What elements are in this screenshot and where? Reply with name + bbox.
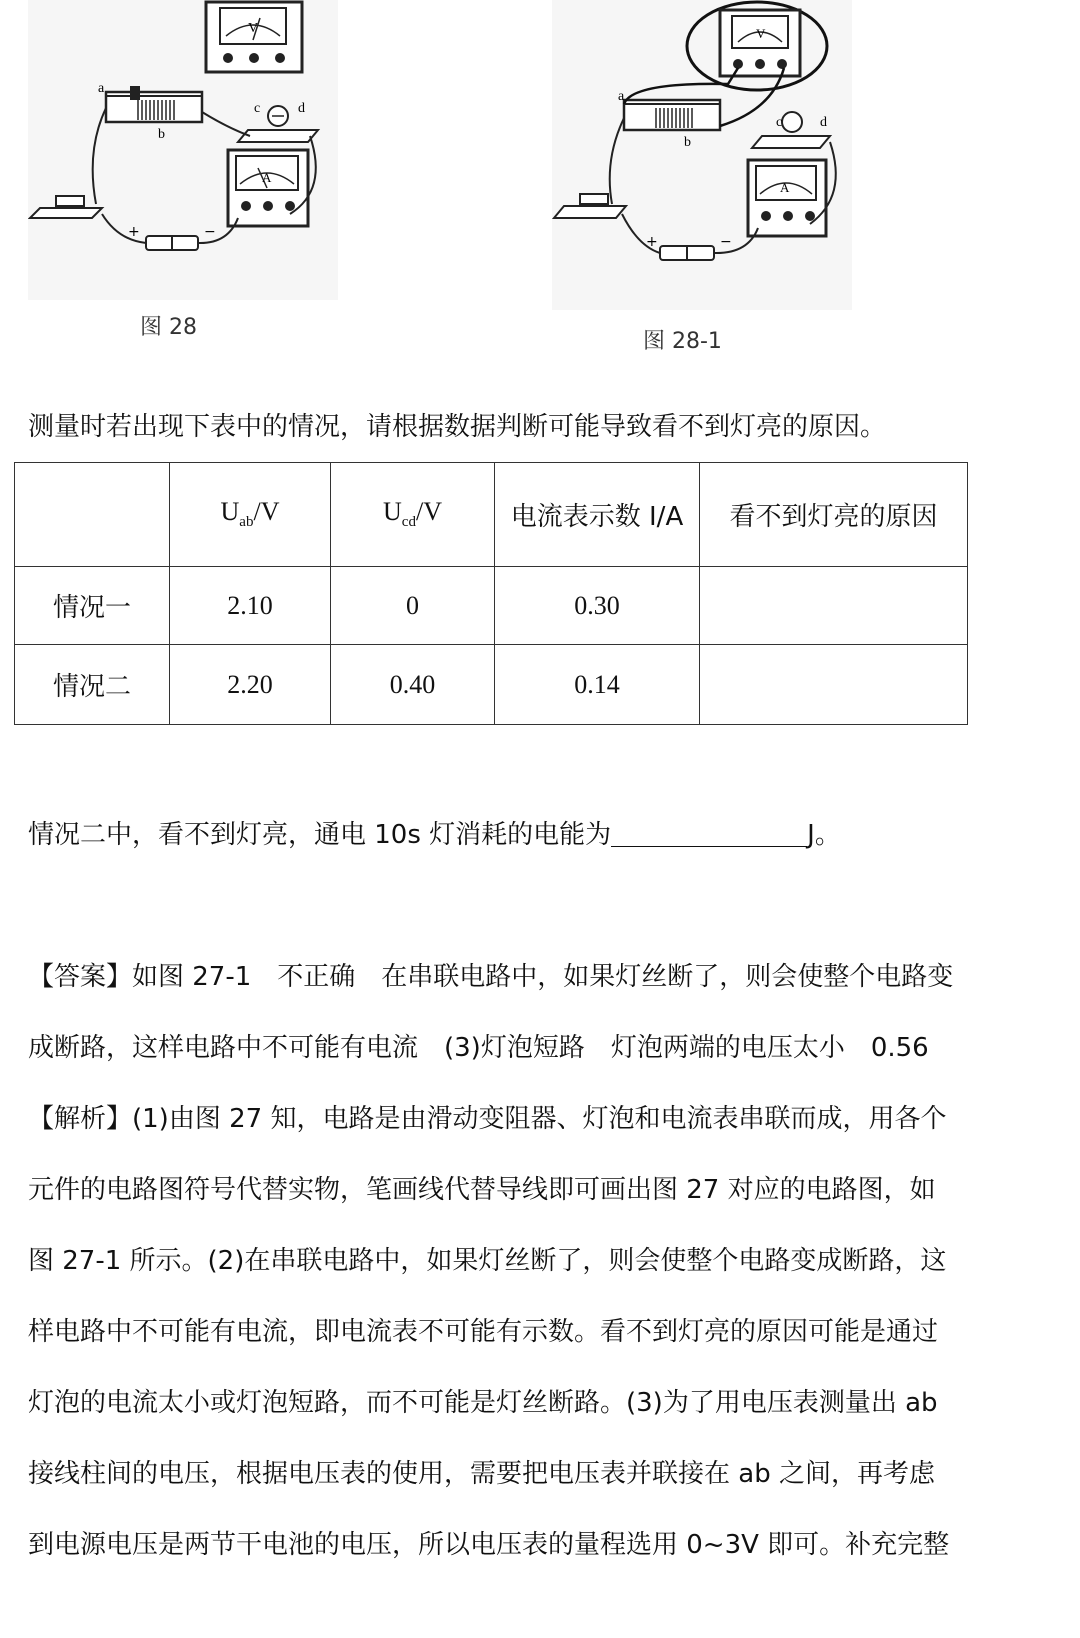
svg-text:+: + [646, 234, 658, 250]
answer-line-1: 【答案】如图 27-1 不正确 在串联电路中，如果灯丝断了，则会使整个电路变 [28, 962, 954, 992]
header-reason: 看不到灯亮的原因 [700, 463, 968, 567]
cell-uab: 2.10 [170, 567, 331, 645]
circuit-diagram-28 [28, 0, 338, 300]
circuit-diagram-28-1 [552, 0, 852, 310]
svg-text:V: V [248, 21, 259, 36]
analysis-line: 【解析】(1)由图 27 知，电路是由滑动变阻器、灯泡和电流表串联而成，用各个 [28, 1104, 947, 1134]
row-label: 情况二 [15, 645, 170, 725]
header-empty-cell [15, 463, 170, 567]
battery-icon [146, 236, 198, 250]
cell-reason[interactable] [700, 645, 968, 725]
svg-text:a: a [98, 81, 105, 96]
header-current: 电流表示数 I/A [495, 463, 700, 567]
cell-ucd: 0.40 [331, 645, 495, 725]
svg-text:b: b [684, 135, 691, 150]
svg-text:a: a [618, 89, 625, 104]
measurement-table [14, 462, 968, 725]
table-row [15, 567, 968, 645]
question-unit: J。 [807, 820, 841, 850]
ammeter-icon [748, 160, 826, 236]
header-ucd: $U_{cd}/V$ [331, 463, 495, 567]
svg-text:c: c [254, 101, 261, 116]
rheostat-icon [624, 100, 720, 130]
table-intro: 测量时若出现下表中的情况，请根据数据判断可能导致看不到灯亮的原因。 [28, 412, 887, 442]
svg-text:d: d [298, 101, 305, 116]
svg-text:−: − [204, 224, 216, 240]
svg-text:+: + [128, 224, 140, 240]
question-text: 情况二中，看不到灯亮，通电 10s 灯消耗的电能为 [28, 820, 612, 850]
analysis-line: 接线柱间的电压，根据电压表的使用，需要把电压表并联接在 ab 之间，再考虑 [28, 1459, 935, 1489]
analysis-line: 图 27-1 所示。(2)在串联电路中，如果灯丝断了，则会使整个电路变成断路，这 [28, 1246, 947, 1276]
answer-line-2: 成断路，这样电路中不可能有电流 (3)灯泡短路 灯泡两端的电压太小 0.56 [28, 1033, 929, 1063]
ammeter-icon [228, 150, 308, 226]
analysis-line: 灯泡的电流太小或灯泡短路，而不可能是灯丝断路。(3)为了用电压表测量出 ab [28, 1388, 938, 1418]
voltmeter-icon [206, 2, 302, 72]
analysis-line: 到电源电压是两节干电池的电压，所以电压表的量程选用 0~3V 即可。补充完整 [28, 1530, 950, 1560]
svg-text:c: c [776, 115, 783, 130]
battery-icon [660, 246, 714, 260]
figure-28-1 [552, 0, 852, 310]
table-row [15, 645, 968, 725]
analysis-line: 元件的电路图符号代替实物，笔画线代替导线即可画出图 27 对应的电路图，如 [28, 1175, 936, 1205]
figure-28-1-caption: 图 28-1 [643, 329, 722, 354]
svg-text:b: b [158, 127, 165, 142]
svg-text:A: A [262, 170, 272, 185]
svg-text:d: d [820, 115, 827, 130]
cell-ucd: 0 [331, 567, 495, 645]
header-uab: $U_{ab}/V$ [170, 463, 331, 567]
figure-28-caption: 图 28 [140, 315, 197, 340]
svg-text:A: A [780, 180, 790, 195]
cell-current: 0.14 [495, 645, 700, 725]
cell-current: 0.30 [495, 567, 700, 645]
figure-28 [28, 0, 338, 300]
svg-text:−: − [720, 234, 732, 250]
cell-uab: 2.20 [170, 645, 331, 725]
voltmeter-icon [720, 10, 800, 76]
rheostat-icon [106, 86, 202, 122]
analysis-line: 样电路中不可能有电流，即电流表不可能有示数。看不到灯亮的原因可能是通过 [28, 1317, 939, 1347]
svg-text:V: V [756, 26, 766, 41]
cell-reason[interactable] [700, 567, 968, 645]
question-line [28, 820, 1050, 850]
row-label: 情况一 [15, 567, 170, 645]
table-header-row [15, 463, 968, 567]
answer-blank[interactable] [611, 820, 807, 847]
